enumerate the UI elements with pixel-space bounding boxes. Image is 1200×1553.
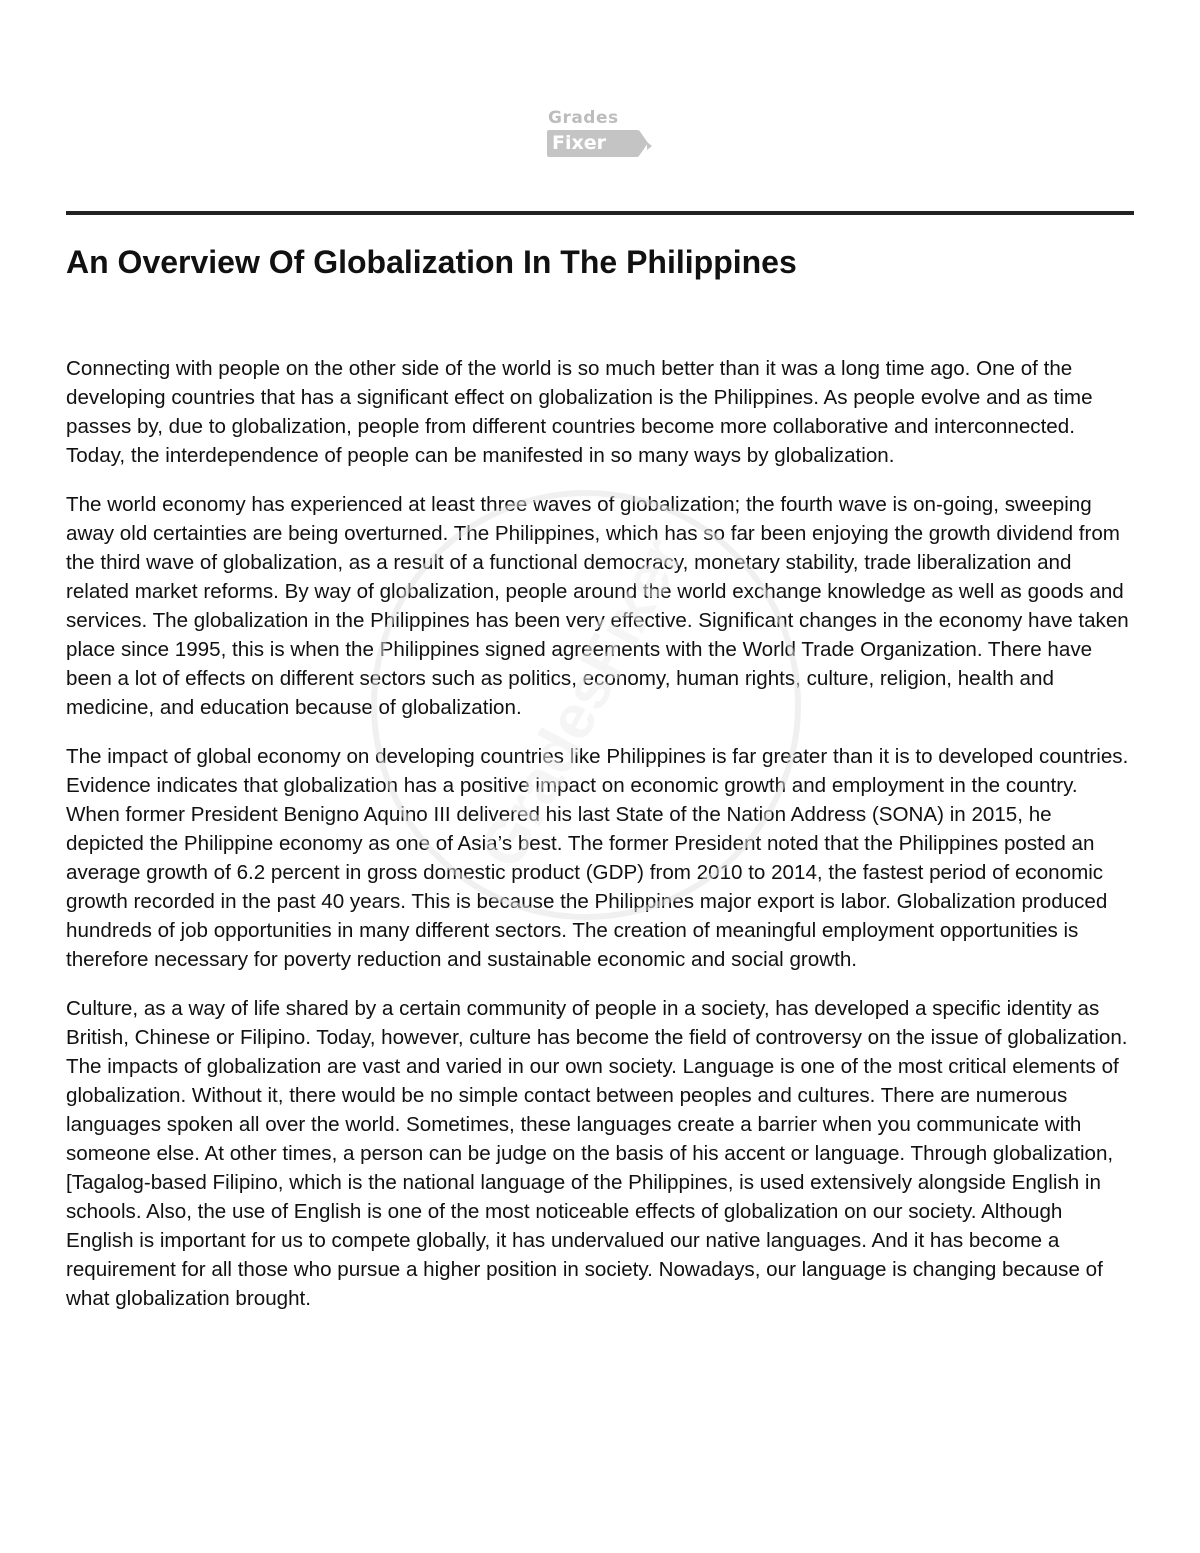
brand-logo bbox=[547, 108, 657, 162]
logo-arrow-icon bbox=[647, 142, 652, 150]
logo-wordmark-bottom: Fixer bbox=[552, 132, 607, 154]
paragraph-2: The world economy has experienced at least three waves of globalization; the fourth wave is on-going, sweeping away old certainties are being overturned. The Philippines, which has so far been enjoying the growth dividend from the third wave of globalization, as a result of a functional democracy, monetary stability, trade liberalization and related market reforms. By way of globalization, people around the world exchange knowledge as well as goods and services. The globalization in the Philippines has been very effective. Significant changes in the economy have taken place since 1995, this is when the Philippines signed agreements with the World Trade Organization. There have been a lot of effects on different sectors such as politics, economy, human rights, culture, religion, health and medicine, and education because of globalization. bbox=[66, 493, 1129, 719]
watermark-text: GradesFixer bbox=[466, 526, 698, 879]
paragraph-1: Connecting with people on the other side of the world is so much better than it was a long time ago. One of the developing countries that has a significant effect on globalization is the Philippines. As people evolve and as time passes by, due to globalization, people from different countries become more collaborative and interconnected. Today, the interdependence of people can be manifested in so many ways by globalization. bbox=[66, 357, 1093, 467]
paragraph-4: Culture, as a way of life shared by a certain community of people in a society, has developed a specific identity as British, Chinese or Filipino. Today, however, culture has become the field of controversy on the issue of globalization. The impacts of globalization are vast and varied in our own society. Language is one of the most critical elements of globalization. Without it, there would be no simple contact between peoples and cultures. There are numerous languages spoken all over the world. Sometimes, these languages create a barrier when you communicate with someone else. At other times, a person can be judge on the basis of his accent or language. Through globalization, [Tagalog-based Filipino, which is the national language of the Philippines, is used extensively alongside English in schools. Also, the use of English is one of the most noticeable effects of globalization on our society. Although English is important for us to compete globally, it has undervalued our native languages. And it has become a requirement for all those who pursue a higher position in society. Nowadays, our language is changing because of what globalization brought. bbox=[66, 997, 1128, 1310]
header-divider bbox=[66, 211, 1134, 215]
paragraph-3: The impact of global economy on developing countries like Philippines is far greater than it is to developed countries. Evidence indicates that globalization has a positive impact on economic growth and employment in the country. When former President Benigno Aquino III delivered his last State of the Nation Address (SONA) in 2015, he depicted the Philippine economy as one of Asia’s best. The former President noted that the Philippines posted an average growth of 6.2 percent in gross domestic product (GDP) from 2010 to 2014, the fastest period of economic growth recorded in the past 40 years. This is because the Philippines major export is labor. Globalization produced hundreds of job opportunities in many different sectors. The creation of meaningful employment opportunities is therefore necessary for poverty reduction and sustainable economic and social growth. bbox=[66, 745, 1129, 971]
logo-wordmark-top: Grades bbox=[548, 108, 619, 128]
document-title: An Overview Of Globalization In The Philippines bbox=[66, 244, 797, 280]
logo-badge bbox=[547, 130, 639, 157]
document-body bbox=[66, 354, 1134, 1333]
